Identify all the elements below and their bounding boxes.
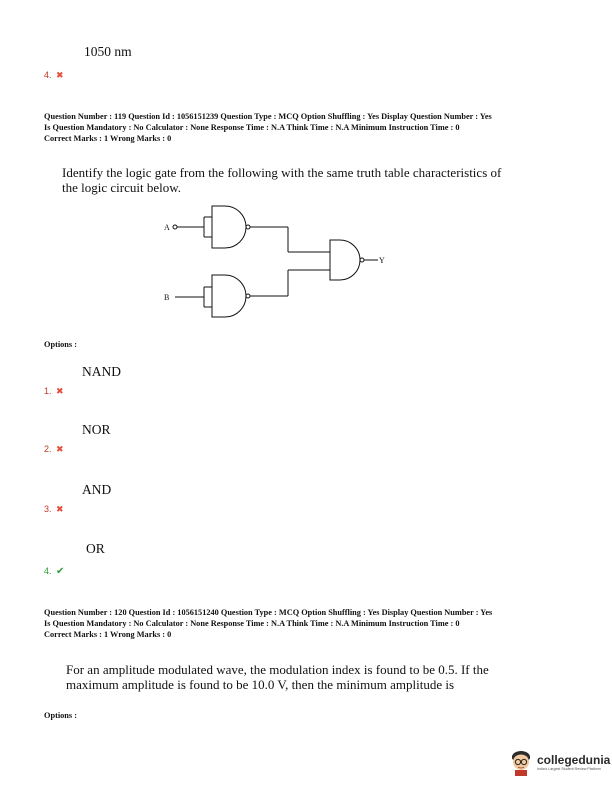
q119-marks: Correct Marks : 1 Wrong Marks : 0: [44, 134, 172, 143]
prev-option-marker: [44, 70, 64, 81]
q119-option-3-marker: [44, 504, 64, 515]
q119-option-1-marker: [44, 386, 64, 397]
input-a-label: A: [164, 223, 170, 232]
input-b-label: B: [164, 293, 170, 302]
q119-meta: [44, 111, 584, 144]
q119-options-label: Options :: [44, 340, 77, 349]
q120-marks: Correct Marks : 1 Wrong Marks : 0: [44, 630, 172, 639]
option-number: 4.: [44, 566, 52, 576]
wrong-icon: ✖: [56, 444, 64, 454]
logic-circuit-diagram: [150, 200, 400, 325]
q120-text-line1: For an amplitude modulated wave, the modulation index is found to be 0.5. If the: [66, 662, 489, 677]
output-gate-bubble: [360, 258, 364, 262]
output-y-label: Y: [379, 256, 385, 265]
q119-meta-line2: Is Question Mandatory : No Calculator : None Response Time : N.A Think Time : N.A Minimum Instruction Time : 0: [44, 123, 460, 132]
q120-question-text: [66, 662, 546, 692]
q119-question-text: [62, 165, 542, 195]
option-number: 1.: [44, 386, 52, 396]
q119-option-2-marker: [44, 444, 64, 455]
q119-option-3-text[interactable]: AND: [82, 482, 112, 497]
q120-meta-line1: Question Number : 120 Question Id : 1056151240 Question Type : MCQ Option Shuffling : Yes Display Question Number : Yes: [44, 608, 493, 617]
option-number: 2.: [44, 444, 52, 454]
q119-option-2-text[interactable]: NOR: [82, 422, 111, 437]
q120-meta-line2: Is Question Mandatory : No Calculator : None Response Time : N.A Think Time : N.A Minimum Instruction Time : 0: [44, 619, 460, 628]
wrong-icon: ✖: [56, 386, 64, 396]
top-and-gate: [212, 206, 246, 248]
option-number: 4.: [44, 70, 52, 80]
logo-tagline: India's Largest Student Review Platform: [537, 767, 601, 771]
input-a-node: [173, 225, 177, 229]
wrong-icon: ✖: [56, 70, 64, 80]
top-gate-bubble: [246, 225, 250, 229]
q119-option-4-text[interactable]: OR: [86, 541, 105, 556]
check-icon: ✔: [56, 566, 65, 577]
option-number: 3.: [44, 504, 52, 514]
q119-meta-line1: Question Number : 119 Question Id : 1056151239 Question Type : MCQ Option Shuffling : Yes Display Question Number : Yes: [44, 112, 492, 121]
mascot-icon: [508, 748, 534, 776]
bottom-and-gate: [212, 275, 246, 317]
wrong-icon: ✖: [56, 504, 64, 514]
prev-option-text: 1050 nm: [84, 44, 132, 59]
q120-options-label: Options :: [44, 711, 77, 720]
collegedunia-logo: [508, 748, 610, 776]
q119-text-line1: Identify the logic gate from the following with the same truth table characteristics of: [62, 165, 502, 180]
q120-meta: [44, 607, 584, 640]
q119-text-line2: the logic circuit below.: [62, 180, 182, 195]
bottom-gate-bubble: [246, 294, 250, 298]
q119-option-4-marker: [44, 566, 64, 577]
q120-text-line2: maximum amplitude is found to be 10.0 V, then the minimum amplitude is: [66, 677, 455, 692]
q119-option-1-text[interactable]: NAND: [82, 364, 121, 379]
logo-name: collegedunia: [537, 753, 611, 767]
output-and-gate: [330, 240, 360, 280]
